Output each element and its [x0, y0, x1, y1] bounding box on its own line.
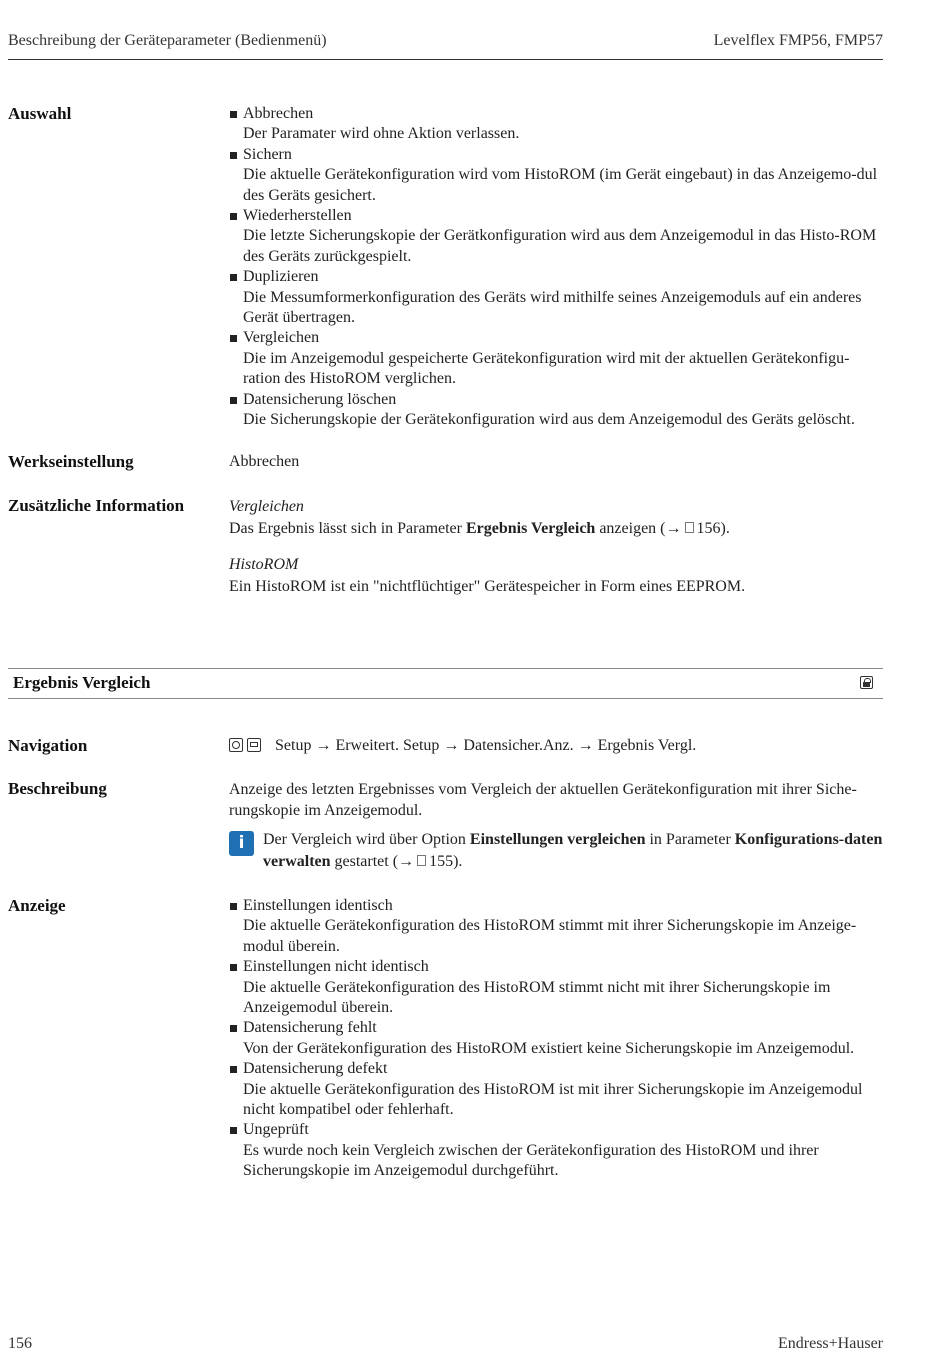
- anzeige-row: [8, 896, 883, 1186]
- zusatz-label: Zusätzliche Information: [8, 496, 185, 515]
- option-description: Die aktuelle Gerätekonfiguration des HistoROM stimmt nicht mit ihrer Sicherungskopie im Anzeigemodul überein.: [243, 978, 831, 1017]
- square-bullet-icon: [230, 1066, 237, 1073]
- histo-heading: HistoROM: [229, 556, 299, 573]
- option-description: Von der Gerätekonfiguration des HistoROM existiert keine Sicherungskopie im Anzeigemodul.: [243, 1039, 855, 1057]
- square-bullet-icon: [230, 964, 237, 971]
- page-reference[interactable]: 156).: [696, 520, 730, 537]
- info-icon: i: [229, 831, 254, 856]
- list-item: [229, 1059, 883, 1120]
- option-title: Wiederherstellen: [243, 207, 352, 225]
- anzeige-list: [229, 896, 883, 1182]
- square-bullet-icon: [230, 397, 237, 404]
- option-title: Datensicherung löschen: [243, 390, 397, 408]
- text-segment: Das Ergebnis lässt sich in Parameter: [229, 520, 462, 537]
- page-number: 156: [8, 1335, 32, 1352]
- option-description: Die aktuelle Gerätekonfiguration des HistoROM stimmt mit ihrer Sicherungskopie im Anzeige-modul überein.: [243, 917, 857, 955]
- vergleichen-text: [229, 518, 883, 540]
- list-item: [229, 1120, 883, 1181]
- anzeige-label: Anzeige: [8, 896, 66, 915]
- square-bullet-icon: [230, 274, 237, 281]
- header-title: Beschreibung der Geräteparameter (Bedienmenü): [8, 32, 327, 49]
- lock-icon: [860, 676, 873, 689]
- list-item: [229, 1018, 883, 1059]
- parameter-link[interactable]: Ergebnis Vergleich: [465, 520, 596, 537]
- info-note: [229, 829, 883, 873]
- square-bullet-icon: [230, 152, 237, 159]
- list-item: [229, 896, 883, 957]
- option-title: Abbrechen: [243, 105, 314, 122]
- list-item: [229, 267, 883, 328]
- list-item: [229, 390, 883, 431]
- histo-text: Ein HistoROM ist ein "nichtflüchtiger" Gerätespeicher in Form eines EEPROM.: [229, 578, 746, 595]
- page-reference[interactable]: 155).: [429, 853, 463, 870]
- werkseinstellung-row: [8, 452, 883, 476]
- option-description: Die im Anzeigemodul gespeicherte Gerätekonfiguration wird mit der aktuellen Gerätekonfigu-ration des HistoROM verglichen.: [243, 349, 850, 388]
- navigation-label: Navigation: [8, 736, 88, 755]
- auswahl-list: [229, 104, 883, 431]
- beschreibung-text: Anzeige des letzten Ergebnisses vom Vergleich der aktuellen Gerätekonfiguration mit ihrer Siche-rungskopie im Anzeigemodul.: [229, 781, 857, 819]
- option-title: Sichern: [243, 145, 292, 163]
- page-footer: [8, 1335, 883, 1353]
- option-title: Datensicherung defekt: [243, 1060, 388, 1078]
- option-description: Es wurde noch kein Vergleich zwischen der Gerätekonfiguration des HistoROM und ihrer Sicherungskopie im Anzeigemodul durchgeführt.: [243, 1141, 819, 1180]
- auswahl-label: Auswahl: [8, 104, 72, 123]
- list-item: [229, 957, 883, 1018]
- vergleichen-heading: Vergleichen: [229, 498, 304, 515]
- text-segment: gestartet (→: [334, 853, 415, 870]
- square-bullet-icon: [230, 111, 237, 118]
- text-segment: Der Vergleich wird über Option: [263, 831, 466, 848]
- option-description: Die aktuelle Gerätekonfiguration des HistoROM ist mit ihrer Sicherungskopie im Anzeigemodul nicht kompatibel oder fehlerhaft.: [243, 1080, 863, 1119]
- beschreibung-row: [8, 779, 883, 879]
- square-bullet-icon: [230, 213, 237, 220]
- option-title: Datensicherung fehlt: [243, 1019, 377, 1037]
- option-title: Vergleichen: [243, 329, 320, 347]
- square-bullet-icon: [230, 1127, 237, 1134]
- list-item: [229, 328, 883, 389]
- werkseinstellung-value: Abbrechen: [229, 453, 300, 470]
- navigation-row: [8, 736, 883, 760]
- option-title: Einstellungen nicht identisch: [243, 958, 429, 976]
- operating-menu-icon: [229, 738, 243, 752]
- list-item: [229, 104, 883, 145]
- section-header: [8, 668, 883, 699]
- navigation-path: Setup → Erweitert. Setup → Datensicher.Anz. → Ergebnis Vergl.: [275, 737, 697, 754]
- section-title: Ergebnis Vergleich: [13, 673, 151, 692]
- zusatz-row: [8, 496, 883, 606]
- brand-name: Endress+Hauser: [778, 1335, 883, 1352]
- beschreibung-label: Beschreibung: [8, 779, 107, 798]
- option-description: Die Sicherungskopie der Gerätekonfiguration wird aus dem Anzeigemodul des Geräts gelöscht.: [243, 411, 855, 429]
- page-header: [8, 32, 883, 60]
- page-icon: [417, 855, 426, 866]
- option-title: Ungeprüft: [243, 1121, 309, 1139]
- list-item: [229, 145, 883, 206]
- square-bullet-icon: [230, 335, 237, 342]
- parameter-link[interactable]: Konfigurations-daten verwalten: [263, 831, 883, 870]
- option-description: Die letzte Sicherungskopie der Gerätkonfiguration wird aus dem Anzeigemodul in das Histo-ROM des Geräts zurückgespielt.: [243, 227, 877, 265]
- list-item: [229, 206, 883, 267]
- display-menu-icon: [247, 738, 261, 752]
- option-title: Duplizieren: [243, 268, 319, 286]
- text-segment: in Parameter: [649, 831, 731, 848]
- option-description: Die Messumformerkonfiguration des Geräts wird mithilfe seines Anzeigemoduls auf ein anderes Gerät übertragen.: [243, 288, 862, 327]
- werkseinstellung-label: Werkseinstellung: [8, 452, 134, 471]
- auswahl-row: [8, 104, 883, 434]
- option-title: Einstellungen identisch: [243, 897, 393, 914]
- text-segment: anzeigen (→: [599, 520, 682, 537]
- option-description: Der Paramater wird ohne Aktion verlassen.: [243, 125, 520, 143]
- square-bullet-icon: [230, 903, 237, 910]
- header-product: Levelflex FMP56, FMP57: [713, 32, 883, 49]
- option-description: Die aktuelle Gerätekonfiguration wird vom HistoROM (im Gerät eingebaut) in das Anzeigemo-dul des Geräts gesichert.: [243, 166, 878, 204]
- option-name: Einstellungen vergleichen: [469, 831, 646, 848]
- page-icon: [685, 522, 694, 533]
- square-bullet-icon: [230, 1025, 237, 1032]
